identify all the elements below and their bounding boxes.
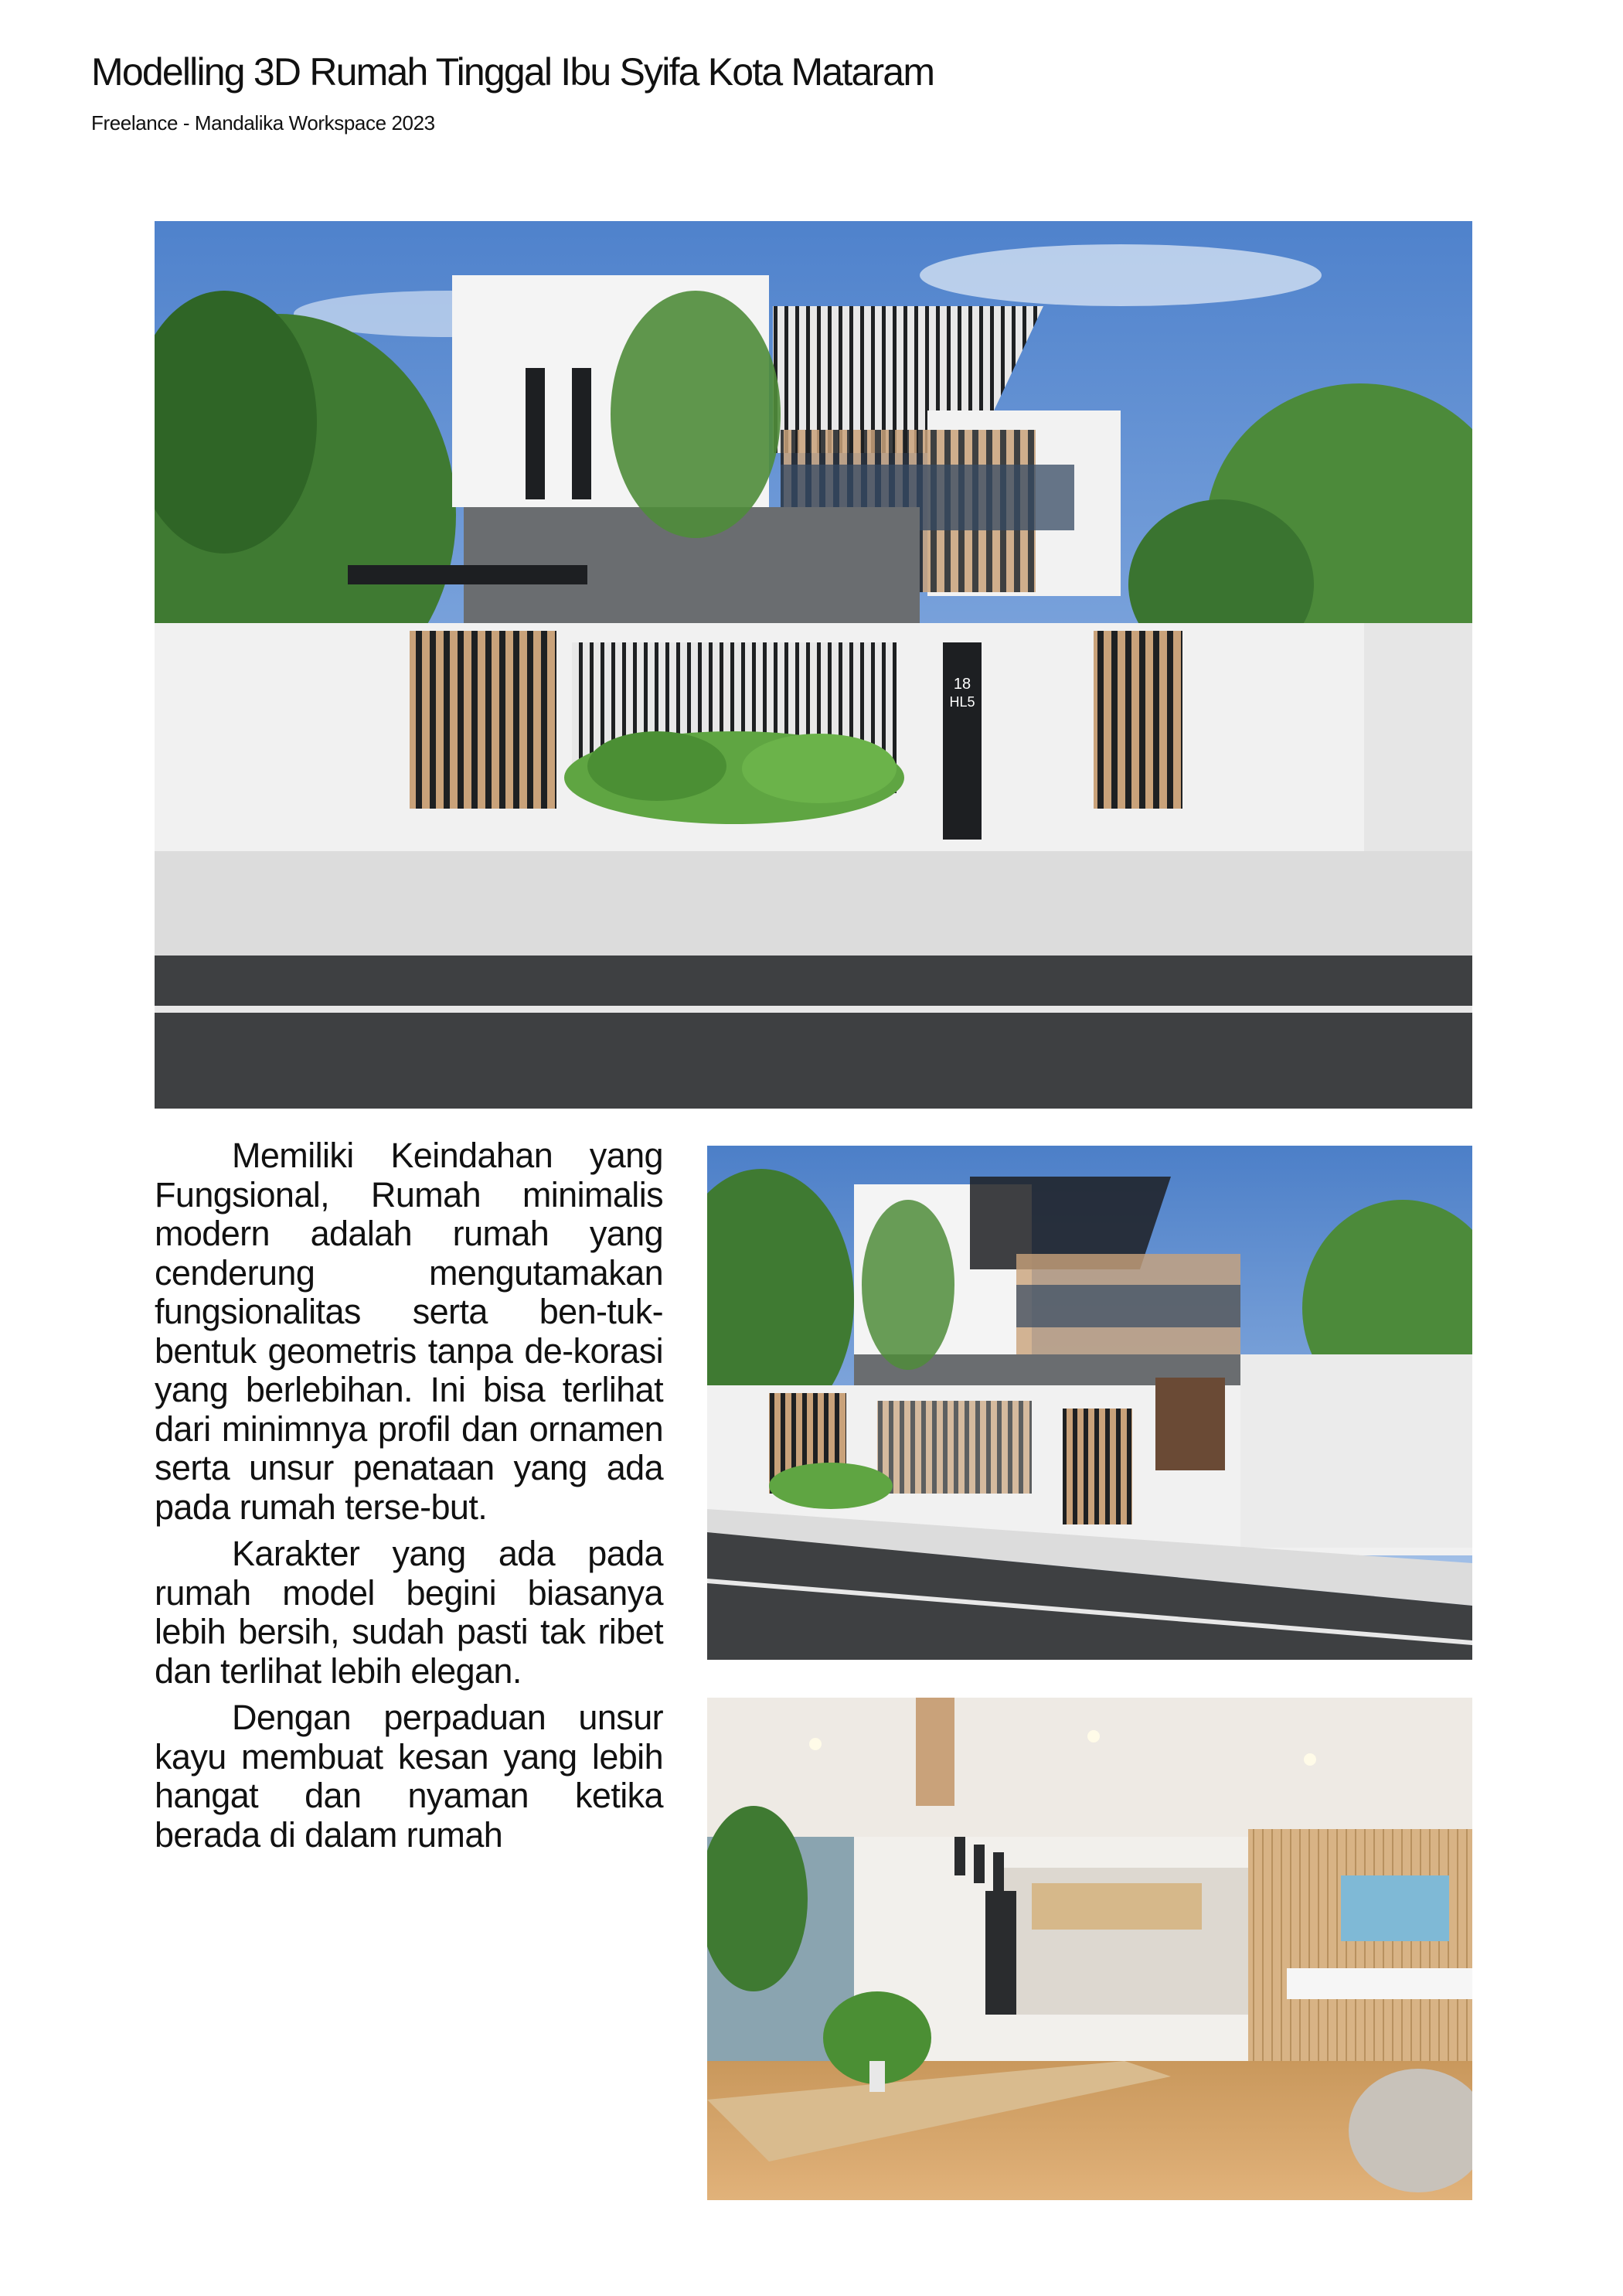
- description-text: [155, 1136, 663, 1862]
- paragraph-2: Karakter yang ada pada rumah model begini biasanya lebih bersih, sudah pasti tak ribet dan terlihat lebih elegan.: [155, 1534, 663, 1691]
- paragraph-3: Dengan perpaduan unsur kayu membuat kesan yang lebih hangat dan nyaman ketika berada di dalam rumah: [155, 1698, 663, 1855]
- hero-render-image: [155, 221, 1472, 1109]
- street-render-image: [707, 1146, 1472, 1660]
- page-subtitle: Freelance - Mandalika Workspace 2023: [91, 111, 435, 135]
- paragraph-1: Memiliki Keindahan yang Fungsional, Rumah minimalis modern adalah rumah yang cenderung mengutamakan fungsionalitas serta ben-tuk-bentuk geometris tanpa de-korasi yang berlebihan. Ini bisa terlihat dari minimnya profil dan ornamen serta unsur penataan yang ada pada rumah terse-but.: [155, 1136, 663, 1527]
- page-title: Modelling 3D Rumah Tinggal Ibu Syifa Kota Mataram: [91, 50, 934, 94]
- house-code-text: HL5: [949, 694, 975, 710]
- house-number-text: 18: [953, 676, 971, 693]
- interior-render-image: [707, 1698, 1472, 2200]
